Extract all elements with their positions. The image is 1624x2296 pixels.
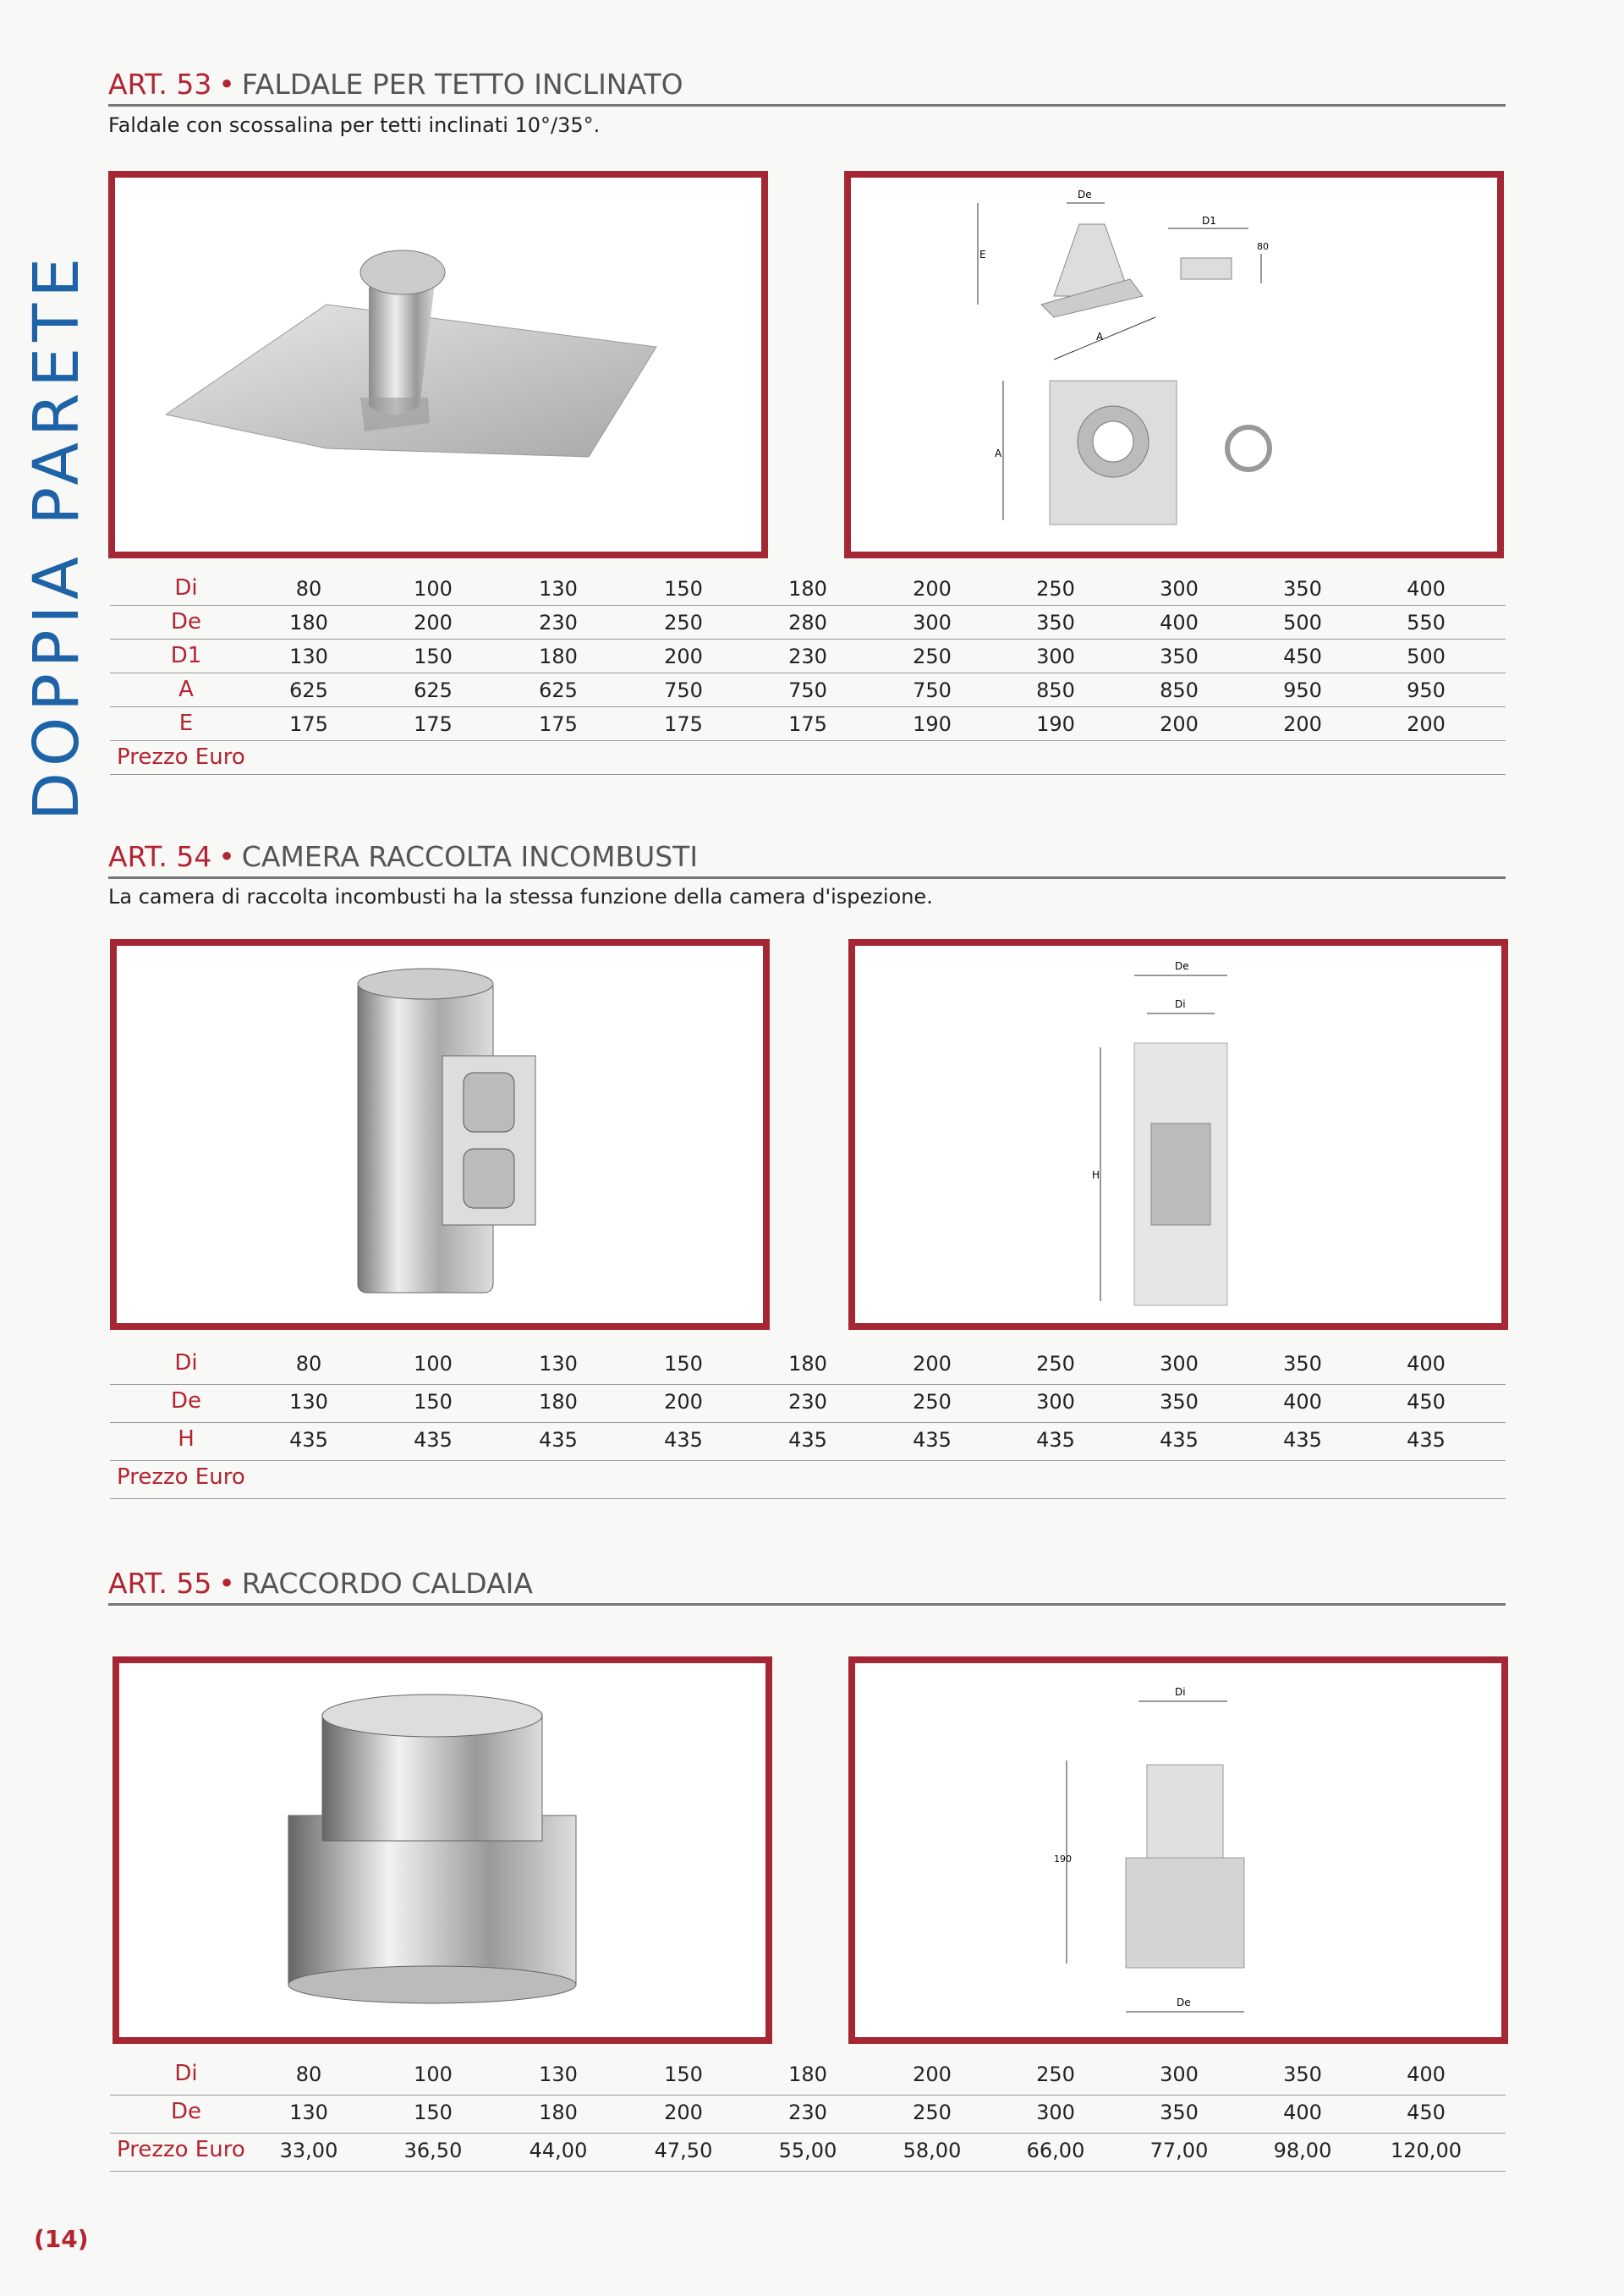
table-row: De 130 150 180 200 230 250 300 350 400 450 [110, 1385, 1506, 1423]
roof-flashing-image [115, 178, 761, 552]
table-row: D1 130 150 180 200 230 250 300 350 450 500 [110, 640, 1506, 673]
product-photo-frame [110, 939, 770, 1330]
table-row: De 180 200 230 250 280 300 350 400 500 550 [110, 606, 1506, 640]
svg-text:De: De [1078, 189, 1092, 200]
table-row: De 130 150 180 200 230 250 300 350 400 450 [110, 2096, 1506, 2134]
boiler-adapter-image [119, 1663, 765, 2037]
svg-text:190: 190 [1054, 1854, 1072, 1865]
table-row-price: Prezzo Euro [110, 741, 1506, 775]
table-row: A 625 625 625 750 750 750 850 850 950 950 [110, 673, 1506, 707]
section-title-art54: ART. 54 • CAMERA RACCOLTA INCOMBUSTI [108, 840, 699, 873]
section-rule [108, 1603, 1506, 1606]
svg-text:80: 80 [1257, 241, 1269, 252]
svg-text:A: A [1096, 331, 1104, 343]
technical-drawing-frame [844, 171, 1504, 558]
section-description: Faldale con scossalina per tetti inclinati 10°/35°. [108, 113, 601, 137]
table-row: H 435 435 435 435 435 435 435 435 435 435 [110, 1423, 1506, 1461]
svg-text:H: H [1092, 1169, 1100, 1181]
svg-text:De: De [1175, 960, 1189, 972]
table-row: E 175 175 175 175 175 190 190 200 200 200 [110, 707, 1506, 741]
table-row: Di 80 100 130 150 180 200 250 300 350 400 [110, 1347, 1506, 1385]
table-row-price: Prezzo Euro [110, 1461, 1506, 1499]
table-row: Di 80 100 130 150 180 200 250 300 350 400 [110, 572, 1506, 606]
technical-drawing [851, 178, 1497, 552]
svg-text:De: De [1177, 1997, 1191, 2008]
svg-text:E: E [979, 249, 986, 261]
svg-text:Di: Di [1175, 1686, 1186, 1698]
svg-text:A: A [995, 448, 1002, 459]
section-title-art55: ART. 55 • RACCORDO CALDAIA [108, 1567, 533, 1600]
section-title-art53: ART. 53 • FALDALE PER TETTO INCLINATO [108, 68, 683, 101]
product-photo-frame [108, 171, 768, 558]
technical-drawing [855, 946, 1501, 1323]
technical-drawing-frame [848, 939, 1508, 1330]
technical-drawing [855, 1663, 1501, 2037]
side-title: DOPPIA PARETE [20, 251, 93, 821]
product-photo-frame [112, 1656, 772, 2044]
svg-text:D1: D1 [1202, 215, 1216, 227]
svg-text:Di: Di [1175, 998, 1186, 1010]
section-rule [108, 876, 1506, 879]
technical-drawing-frame [848, 1656, 1508, 2044]
spec-table-art55 [110, 2057, 1506, 2172]
section-rule [108, 104, 1506, 107]
inspection-chamber-image [117, 946, 763, 1323]
spec-table-art54 [110, 1347, 1506, 1499]
section-description: La camera di raccolta incombusti ha la stessa funzione della camera d'ispezione. [108, 885, 933, 909]
table-row-price: Prezzo Euro 33,00 36,50 44,00 47,50 55,00 58,00 66,00 77,00 98,00 120,00 [110, 2134, 1506, 2172]
page-number: (14) [34, 2225, 89, 2253]
table-row: Di 80 100 130 150 180 200 250 300 350 400 [110, 2057, 1506, 2096]
spec-table-art53 [110, 572, 1506, 775]
